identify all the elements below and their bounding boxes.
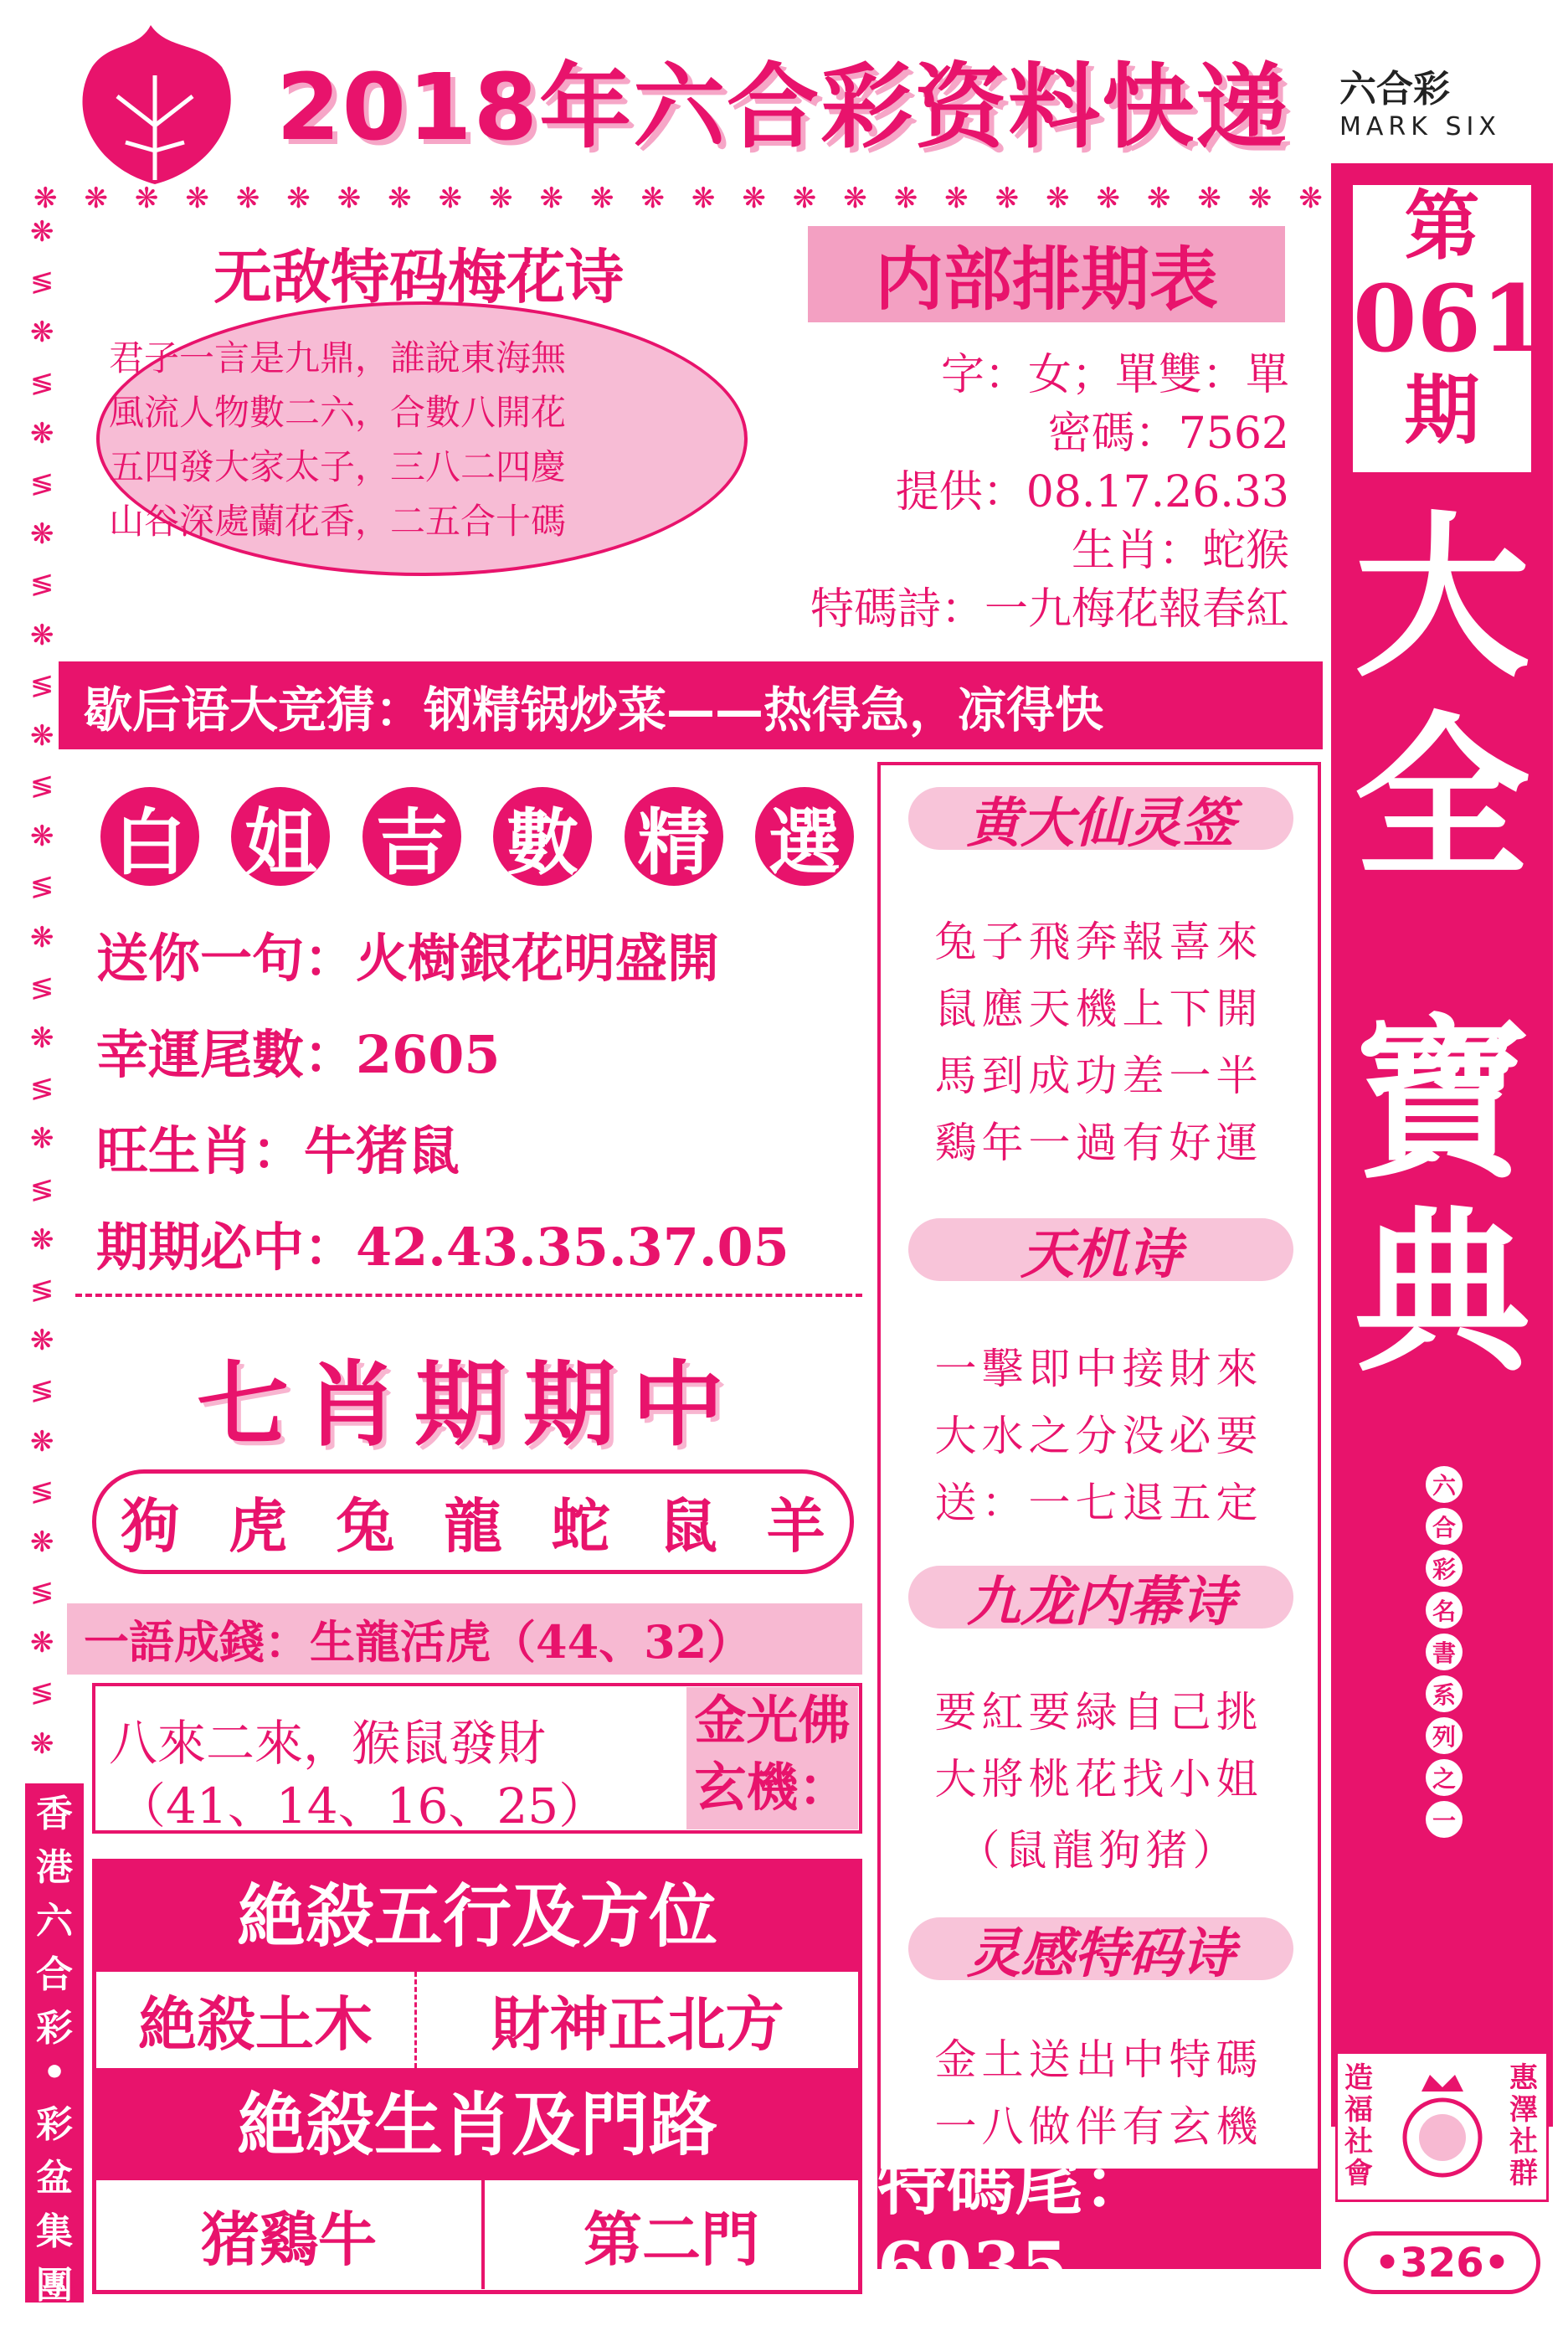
jinguang-line2: （41、14、16、25） bbox=[117, 1778, 608, 1834]
poem-line: 大水之分没必要 bbox=[934, 1412, 1263, 1460]
poem-line: 風流人物數二六，合數八開花 bbox=[109, 392, 567, 433]
zodiac: 蛇 bbox=[551, 1492, 610, 1561]
decor-border-left: ❋ ≶ ❋ ≶ ❋ ≶ ❋ ≶ ❋ ≶ ❋ ≶ ❋ ≶ ❋ ≶ ❋ ≶ ❋ ≶ ❋ ≶ ❋ ≶ ❋ ≶ ❋ ≶ ❋ ≶ ❋ bbox=[30, 215, 54, 1761]
riddle-bar: 歇后语大竞猜：钢精锅炒菜——热得急，凉得快 bbox=[59, 661, 1323, 749]
zodiac: 羊 bbox=[766, 1492, 825, 1561]
banner-char: • bbox=[42, 2051, 67, 2094]
series-char: 名 bbox=[1426, 1592, 1463, 1629]
poem-line: 送：一七退五定 bbox=[934, 1479, 1263, 1527]
left-banner bbox=[25, 1783, 84, 2307]
title-circle-char: 姐 bbox=[231, 787, 330, 886]
poem-line: 山谷深處蘭花香，二五合十碼 bbox=[109, 501, 567, 542]
schedule-line: 提供：08.17.26.33 bbox=[895, 467, 1289, 517]
book-title-char-1: 大 bbox=[1354, 496, 1530, 701]
poem-line: 馬到成功差一半 bbox=[934, 1052, 1263, 1100]
series-char: 彩 bbox=[1426, 1550, 1463, 1587]
kill-cell: 猪鷄牛 bbox=[96, 2180, 485, 2289]
leaf-icon bbox=[59, 17, 251, 201]
zodiac: 龍 bbox=[443, 1492, 502, 1561]
schedule-line: 特碼詩：一九梅花報春紅 bbox=[810, 584, 1289, 635]
page-title: 2018年六合彩资料快递 bbox=[276, 54, 1290, 161]
series-char: 系 bbox=[1426, 1675, 1463, 1712]
kill-cell: 絶殺土木 bbox=[96, 1972, 417, 2068]
series-char: 書 bbox=[1426, 1634, 1463, 1670]
zodiac: 兔 bbox=[336, 1492, 395, 1561]
poem-line: 五四發大家太子，三八二四慶 bbox=[109, 446, 567, 487]
jinguang-line1: 八來二來，猴鼠發財 bbox=[109, 1715, 547, 1772]
poem-line: 要紅要緑自己挑 bbox=[934, 1688, 1263, 1737]
divider bbox=[75, 1294, 862, 1297]
banner-char: 彩 bbox=[36, 2103, 73, 2146]
title-circle-char: 吉 bbox=[362, 787, 461, 886]
poem-line: （鼠龍狗猪） bbox=[958, 1826, 1240, 1875]
logo-cn: 六合彩 bbox=[1339, 68, 1450, 111]
tianji-title: 天机诗 bbox=[908, 1218, 1293, 1281]
linggan-title: 灵感特码诗 bbox=[908, 1917, 1293, 1980]
banner-char: 盆 bbox=[36, 2157, 73, 2200]
bai-jie-row: 期期必中：42.43.35.37.05 bbox=[96, 1217, 789, 1278]
bai-jie-row: 旺生肖：牛猪鼠 bbox=[96, 1120, 460, 1181]
issue-prefix: 第 bbox=[1404, 183, 1480, 270]
poem-title: 无敌特码梅花诗 bbox=[213, 243, 624, 311]
bai-jie-row: 送你一句：火樹銀花明盛開 bbox=[96, 928, 720, 989]
poem-line: 大將桃花找小姐 bbox=[934, 1755, 1263, 1803]
title-circle-char: 數 bbox=[493, 787, 592, 886]
issue-number: 061 bbox=[1353, 265, 1545, 373]
tail-number-bar: 特碼尾：6935 bbox=[877, 2169, 1321, 2269]
banner-char: 香 bbox=[36, 1793, 73, 1835]
emblem-right-text: 惠澤社群 bbox=[1509, 2061, 1538, 2190]
series-char: 六 bbox=[1426, 1466, 1463, 1503]
poem-line: 鷄年一過有好運 bbox=[934, 1119, 1263, 1167]
issue-box bbox=[1348, 180, 1545, 477]
zodiac-pill bbox=[92, 1469, 854, 1574]
book-title-char-3: 寶 bbox=[1354, 998, 1530, 1203]
kill-head-2: 絶殺生肖及門路 bbox=[96, 2071, 858, 2180]
banner-char: 團 bbox=[36, 2264, 73, 2307]
poem-line: 一擊即中接財來 bbox=[934, 1345, 1263, 1393]
yiyu-bar: 一語成錢：生龍活虎（44、32） bbox=[67, 1603, 862, 1675]
banner-char: 港 bbox=[36, 1846, 73, 1889]
zodiac: 狗 bbox=[121, 1492, 180, 1561]
mark-six-logo bbox=[1339, 59, 1532, 151]
issue-suffix: 期 bbox=[1404, 367, 1480, 455]
banner-char: 六 bbox=[36, 1900, 73, 1942]
poem-line: 君子一言是九鼎，誰說東海無 bbox=[109, 337, 567, 378]
wong-tai-sin-title: 黄大仙灵签 bbox=[908, 787, 1293, 850]
schedule-line: 密碼：7562 bbox=[1047, 409, 1289, 459]
series-label bbox=[1415, 1461, 1473, 1843]
title-circle-char: 精 bbox=[625, 787, 723, 886]
title-circle-char: 白 bbox=[100, 787, 199, 886]
book-title-char-4: 典 bbox=[1354, 1191, 1530, 1396]
schedule-line: 字：女；單雙：單 bbox=[940, 350, 1289, 400]
kill-row-1 bbox=[96, 1972, 858, 2071]
kill-box bbox=[92, 1859, 862, 2294]
jinguang-label: 金光佛玄機： bbox=[686, 1687, 858, 1829]
poem-line: 一八做伴有玄機 bbox=[934, 2102, 1263, 2151]
kill-row-2 bbox=[96, 2180, 858, 2289]
decor-border-top: ❋ ❋ ❋ ❋ ❋ ❋ ❋ ❋ ❋ ❋ ❋ ❋ ❋ ❋ ❋ ❋ ❋ ❋ ❋ ❋ ❋ ❋ ❋ ❋ ❋ ❋ bbox=[33, 182, 1323, 215]
qixiao-title: 七肖期期中 bbox=[197, 1351, 741, 1459]
schedule-line: 生肖：蛇猴 bbox=[1071, 526, 1289, 576]
emblem-left-text: 造福社會 bbox=[1344, 2061, 1373, 2190]
poem-line: 金土送出中特碼 bbox=[934, 2035, 1263, 2084]
series-char: 之 bbox=[1426, 1759, 1463, 1796]
bai-jie-title bbox=[100, 787, 854, 886]
bai-jie-row: 幸運尾數：2605 bbox=[96, 1024, 501, 1085]
emblem-box bbox=[1335, 2051, 1549, 2202]
banner-char: 合 bbox=[36, 1953, 73, 1996]
kill-cell: 財神正北方 bbox=[491, 1989, 784, 2059]
series-char: 一 bbox=[1426, 1801, 1463, 1838]
poem-line: 鼠應天機上下開 bbox=[934, 985, 1263, 1033]
zodiac: 鼠 bbox=[659, 1492, 718, 1561]
kill-head-1: 絶殺五行及方位 bbox=[96, 1863, 858, 1972]
kill-cell: 第二門 bbox=[584, 2204, 759, 2274]
zodiac: 虎 bbox=[228, 1492, 287, 1561]
poem-line: 兔子飛奔報喜來 bbox=[934, 918, 1263, 966]
book-title-char-2: 全 bbox=[1354, 697, 1530, 902]
logo-en: MARK SIX bbox=[1339, 112, 1501, 141]
title-circle-char: 選 bbox=[755, 787, 854, 886]
banner-char: 彩 bbox=[36, 2007, 73, 2050]
banner-char: 集 bbox=[36, 2210, 73, 2253]
schedule-title: 内部排期表 bbox=[808, 226, 1285, 322]
series-char: 合 bbox=[1426, 1508, 1463, 1545]
jiulong-title: 九龙内幕诗 bbox=[908, 1566, 1293, 1629]
page-number: •326• bbox=[1344, 2231, 1540, 2294]
series-char: 列 bbox=[1426, 1717, 1463, 1754]
crest-icon bbox=[1396, 2066, 1488, 2192]
